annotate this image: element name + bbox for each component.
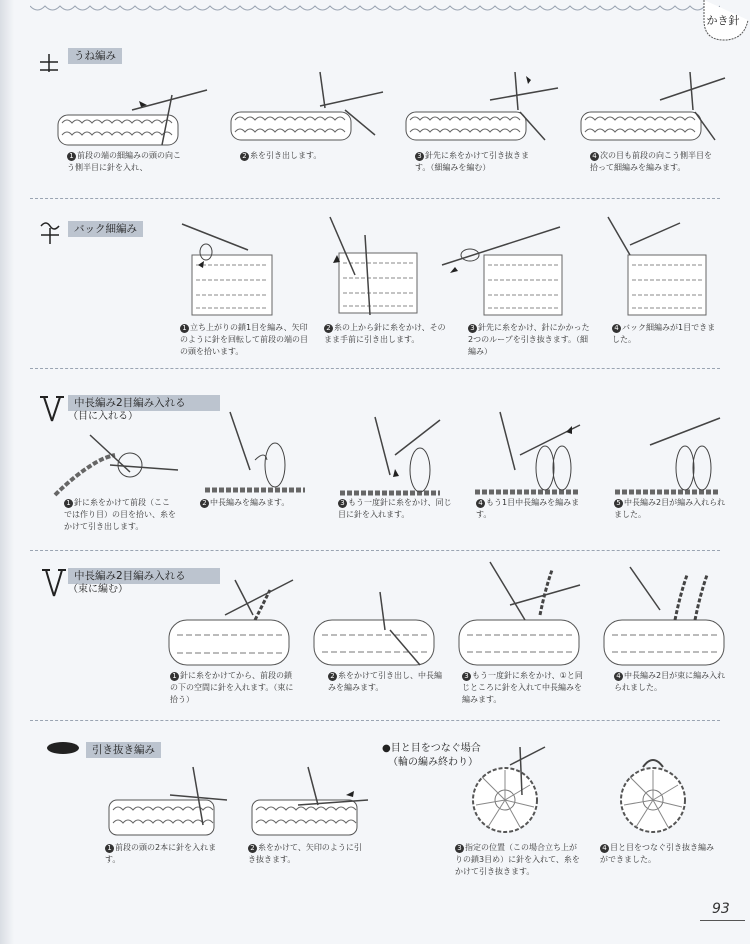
section-divider: [30, 720, 720, 721]
caption-back-sc-2: 2 糸の上から針に糸をかけ、そのまま手前に引き出します。: [324, 323, 446, 344]
caption-hdc-stitch-4: 4 もう1目中長編みを編みます。: [476, 498, 580, 519]
figure-hdc-stitch-4: [470, 410, 585, 500]
caption-hdc-space-3: 3 もう一度針に糸をかけ、①と同じところに針を入れて中長編みを編みます。: [462, 671, 583, 704]
section-divider: [30, 368, 720, 369]
join-heading: ●目と目をつなぐ場合: [382, 743, 481, 754]
figure-une-2: [225, 70, 385, 150]
sc-back-loop-symbol: [38, 50, 60, 74]
join-subheading: （輪の編み終わり）: [388, 757, 478, 768]
figure-hdc-stitch-2: [200, 410, 310, 500]
caption-une-2: 2 糸を引き出します。: [240, 150, 360, 162]
figure-hdc-space-3: [455, 560, 590, 670]
caption-une-1: 1 前段の端の細編みの頭の向こう側半目に針を入れ、: [67, 151, 181, 172]
reverse-sc-symbol: [38, 218, 62, 246]
figure-back-sc-4: [600, 215, 710, 320]
figure-hdc-space-1: [165, 575, 300, 675]
page-number: 93: [712, 901, 730, 917]
caption-hdc-space-2: 2 糸をかけて引き出し、中長編みを編みます。: [328, 671, 442, 692]
badge-label: かき針: [706, 14, 740, 27]
figure-hdc-stitch-3: [335, 415, 445, 500]
figure-une-1: [52, 85, 212, 155]
caption-slip-3: 3 指定の位置（この場合立ち上がりの鎖3目め）に針を入れて、糸をかけて引き抜きます。: [455, 843, 580, 876]
section-title-hdc-inc-space: 中長編み2目編み入れる: [68, 568, 220, 584]
figure-back-sc-3: [440, 225, 570, 320]
section-divider: [30, 550, 720, 551]
figure-hdc-space-4: [600, 565, 730, 670]
section-subtitle-hdc-inc-space: （束に編む）: [68, 584, 128, 595]
page-spine-shadow: [0, 0, 14, 944]
page-number-rule: [700, 920, 745, 921]
figure-slip-3: [470, 745, 550, 840]
section-title-slip-stitch: 引き抜き編み: [86, 742, 161, 758]
scallop-border: [30, 0, 720, 16]
figure-hdc-space-2: [310, 590, 445, 670]
caption-back-sc-3: 3 針先に糸をかけ、針にかかった2つのループを引き抜きます。（細編み）: [468, 323, 590, 356]
figure-une-3: [400, 70, 560, 150]
slip-stitch-symbol: [46, 740, 80, 756]
caption-hdc-stitch-5: 5 中長編み2目が編み入れられました。: [614, 498, 726, 519]
hdc-increase-symbol: [38, 393, 66, 425]
section-title-back-sc: バック細編み: [68, 221, 143, 237]
figure-back-sc-1: [178, 220, 288, 320]
hdc-increase-space-symbol: [40, 566, 68, 600]
section-title-hdc-inc-stitch: 中長編み2目編み入れる: [68, 395, 220, 411]
caption-slip-2: 2 糸をかけて、矢印のように引き抜きます。: [248, 843, 362, 864]
caption-slip-1: 1 前段の頭の2本に針を入れます。: [105, 843, 217, 864]
caption-slip-4: 4 目と目をつなぐ引き抜き編みができました。: [600, 843, 714, 864]
caption-une-4: 4 次の目も前段の向こう側半目を拾って細編みを編みます。: [590, 151, 712, 172]
caption-hdc-space-4: 4 中長編み2目が束に編み入れられました。: [614, 671, 726, 692]
figure-une-4: [575, 70, 735, 150]
section-divider: [30, 198, 720, 199]
figure-back-sc-2: [325, 215, 425, 320]
section-title-une: うね編み: [68, 48, 122, 64]
figure-slip-4: [618, 745, 698, 840]
caption-back-sc-1: 1 立ち上がりの鎖1目を編み、矢印のように針を回転して前段の端の目の頭を拾います。: [180, 323, 308, 356]
figure-hdc-stitch-1: [50, 430, 180, 500]
figure-slip-1: [105, 765, 230, 840]
caption-hdc-stitch-1: 1 針に糸をかけて前段（ここでは作り目）の目を拾い、糸をかけて引き出します。: [64, 498, 176, 531]
caption-hdc-stitch-3: 3 もう一度針に糸をかけ、同じ目に針を入れます。: [338, 498, 452, 519]
caption-back-sc-4: 4 バック細編みが1目できました。: [612, 323, 716, 344]
caption-hdc-space-1: 1 針に糸をかけてから、前段の鎖の下の空間に針を入れます。（束に拾う）: [170, 671, 294, 704]
section-subtitle-hdc-inc-stitch: （目に入れる）: [68, 411, 138, 422]
caption-une-3: 3 針先に糸をかけて引き抜きます。（細編みを編む）: [415, 151, 529, 172]
figure-slip-2: [248, 765, 373, 840]
caption-hdc-stitch-2: 2 中長編みを編みます。: [200, 497, 315, 509]
figure-hdc-stitch-5: [610, 410, 725, 500]
